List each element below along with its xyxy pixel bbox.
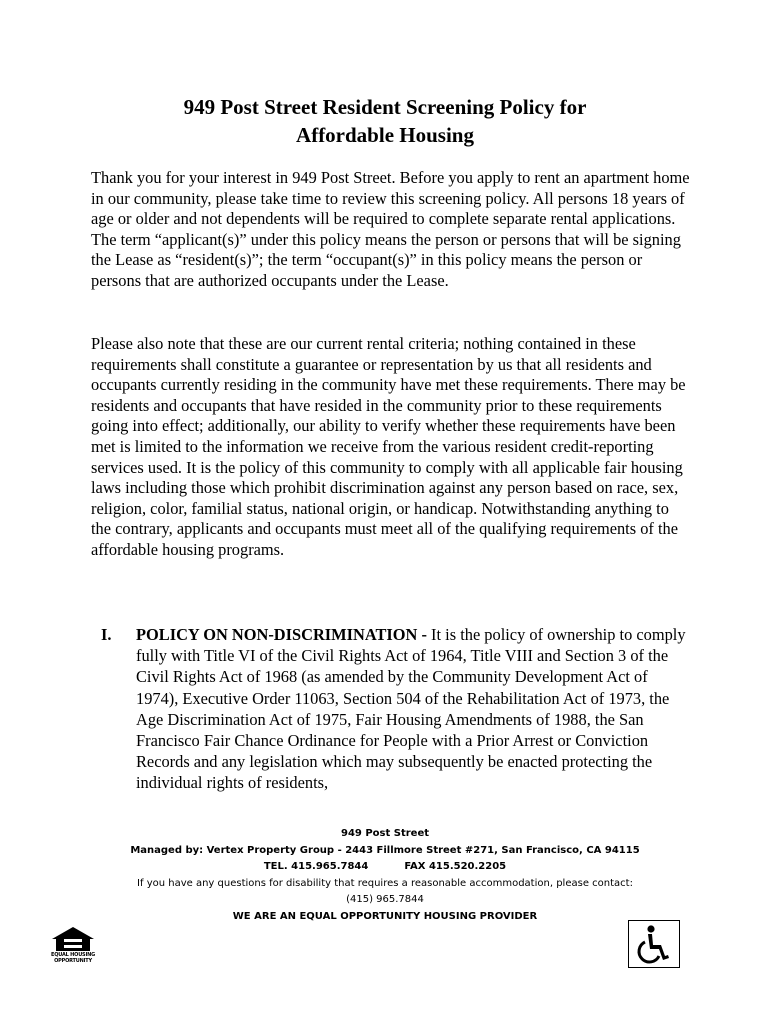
section-non-discrimination (91, 624, 691, 794)
section-heading: POLICY ON NON-DISCRIMINATION - (136, 625, 427, 644)
equal-housing-opportunity-icon (48, 924, 98, 974)
equal-housing-caption-line-2: OPPORTUNITY (54, 958, 92, 964)
footer-accommodation: If you have any questions for disability that requires a reasonable accommodation, please contact: (137, 877, 633, 889)
footer-property: 949 Post Street (340, 828, 430, 839)
wheelchair-icon (629, 921, 679, 967)
page-footer (0, 826, 770, 926)
section-text: It is the policy of ownership to comply fully with Title VI of the Civil Rights Act of 1964, Title VIII and Section 3 of the Civil Rights Act of 1968 (as amended by the Community Development Act of 1974), Executive Order 11063, Section 504 of the Rehabilitation Act of 1973, the Age Discrimination Act of 1975, Fair Housing Amendments of 1988, the San Francisco Fair Chance Ordinance for People with a Prior Arrest or Conviction Records and any legislation which may subsequently be enacted protecting the individual rights of residents, (136, 625, 686, 793)
footer-fax: FAX 415.520.2205 (404, 861, 507, 873)
footer-tel: TEL. 415.965.7844 (263, 861, 369, 873)
equal-housing-caption-line-1: EQUAL HOUSING (50, 952, 95, 958)
accessibility-logo (628, 920, 680, 968)
footer-managed-by: Managed by: Vertex Property Group - 2443 Fillmore Street #271, San Francisco, CA 94115 (130, 844, 640, 856)
footer-contact-numbers (0, 859, 770, 876)
equal-housing-caption (48, 952, 98, 964)
title-line-1: 949 Post Street Resident Screening Policy for (183, 95, 587, 119)
section-number: I. (101, 625, 112, 644)
criteria-paragraph: Please also note that these are our current rental criteria; nothing contained in these requirements shall constitute a guarantee or representation by us that all residents and occupants currently residing in the community have met these requirements. There may be residents and occupants that have resided in the community prior to these requirements going into effect; additionally, our ability to verify whether these requirements have been met is limited to the information we receive from the various resident credit-reporting services used. It is the policy of this community to comply with all applicable fair housing laws including those which prohibit discrimination against any person based on race, sex, religion, color, familial status, national origin, or handicap. Notwithstanding anything to the contrary, applicants and occupants must meet all of the qualifying requirements of the affordable housing programs. (91, 334, 686, 559)
footer-equal-opportunity: WE ARE AN EQUAL OPPORTUNITY HOUSING PROVIDER (232, 910, 538, 922)
footer-contact-phone: (415) 965.7844 (346, 894, 424, 906)
title-line-2: Affordable Housing (296, 123, 474, 147)
section-body (136, 624, 691, 794)
intro-paragraph: Thank you for your interest in 949 Post Street. Before you apply to rent an apartment home in our community, please take time to review this screening policy. All persons 18 years of age or older and not dependents will be required to complete separate rental applications. The term “applicant(s)” under this policy means the person or persons that will be signing the Lease as “resident(s)”; the term “occupant(s)” in this policy means the person or persons that are authorized occupants under the Lease. (91, 168, 690, 290)
document-title (0, 93, 770, 149)
